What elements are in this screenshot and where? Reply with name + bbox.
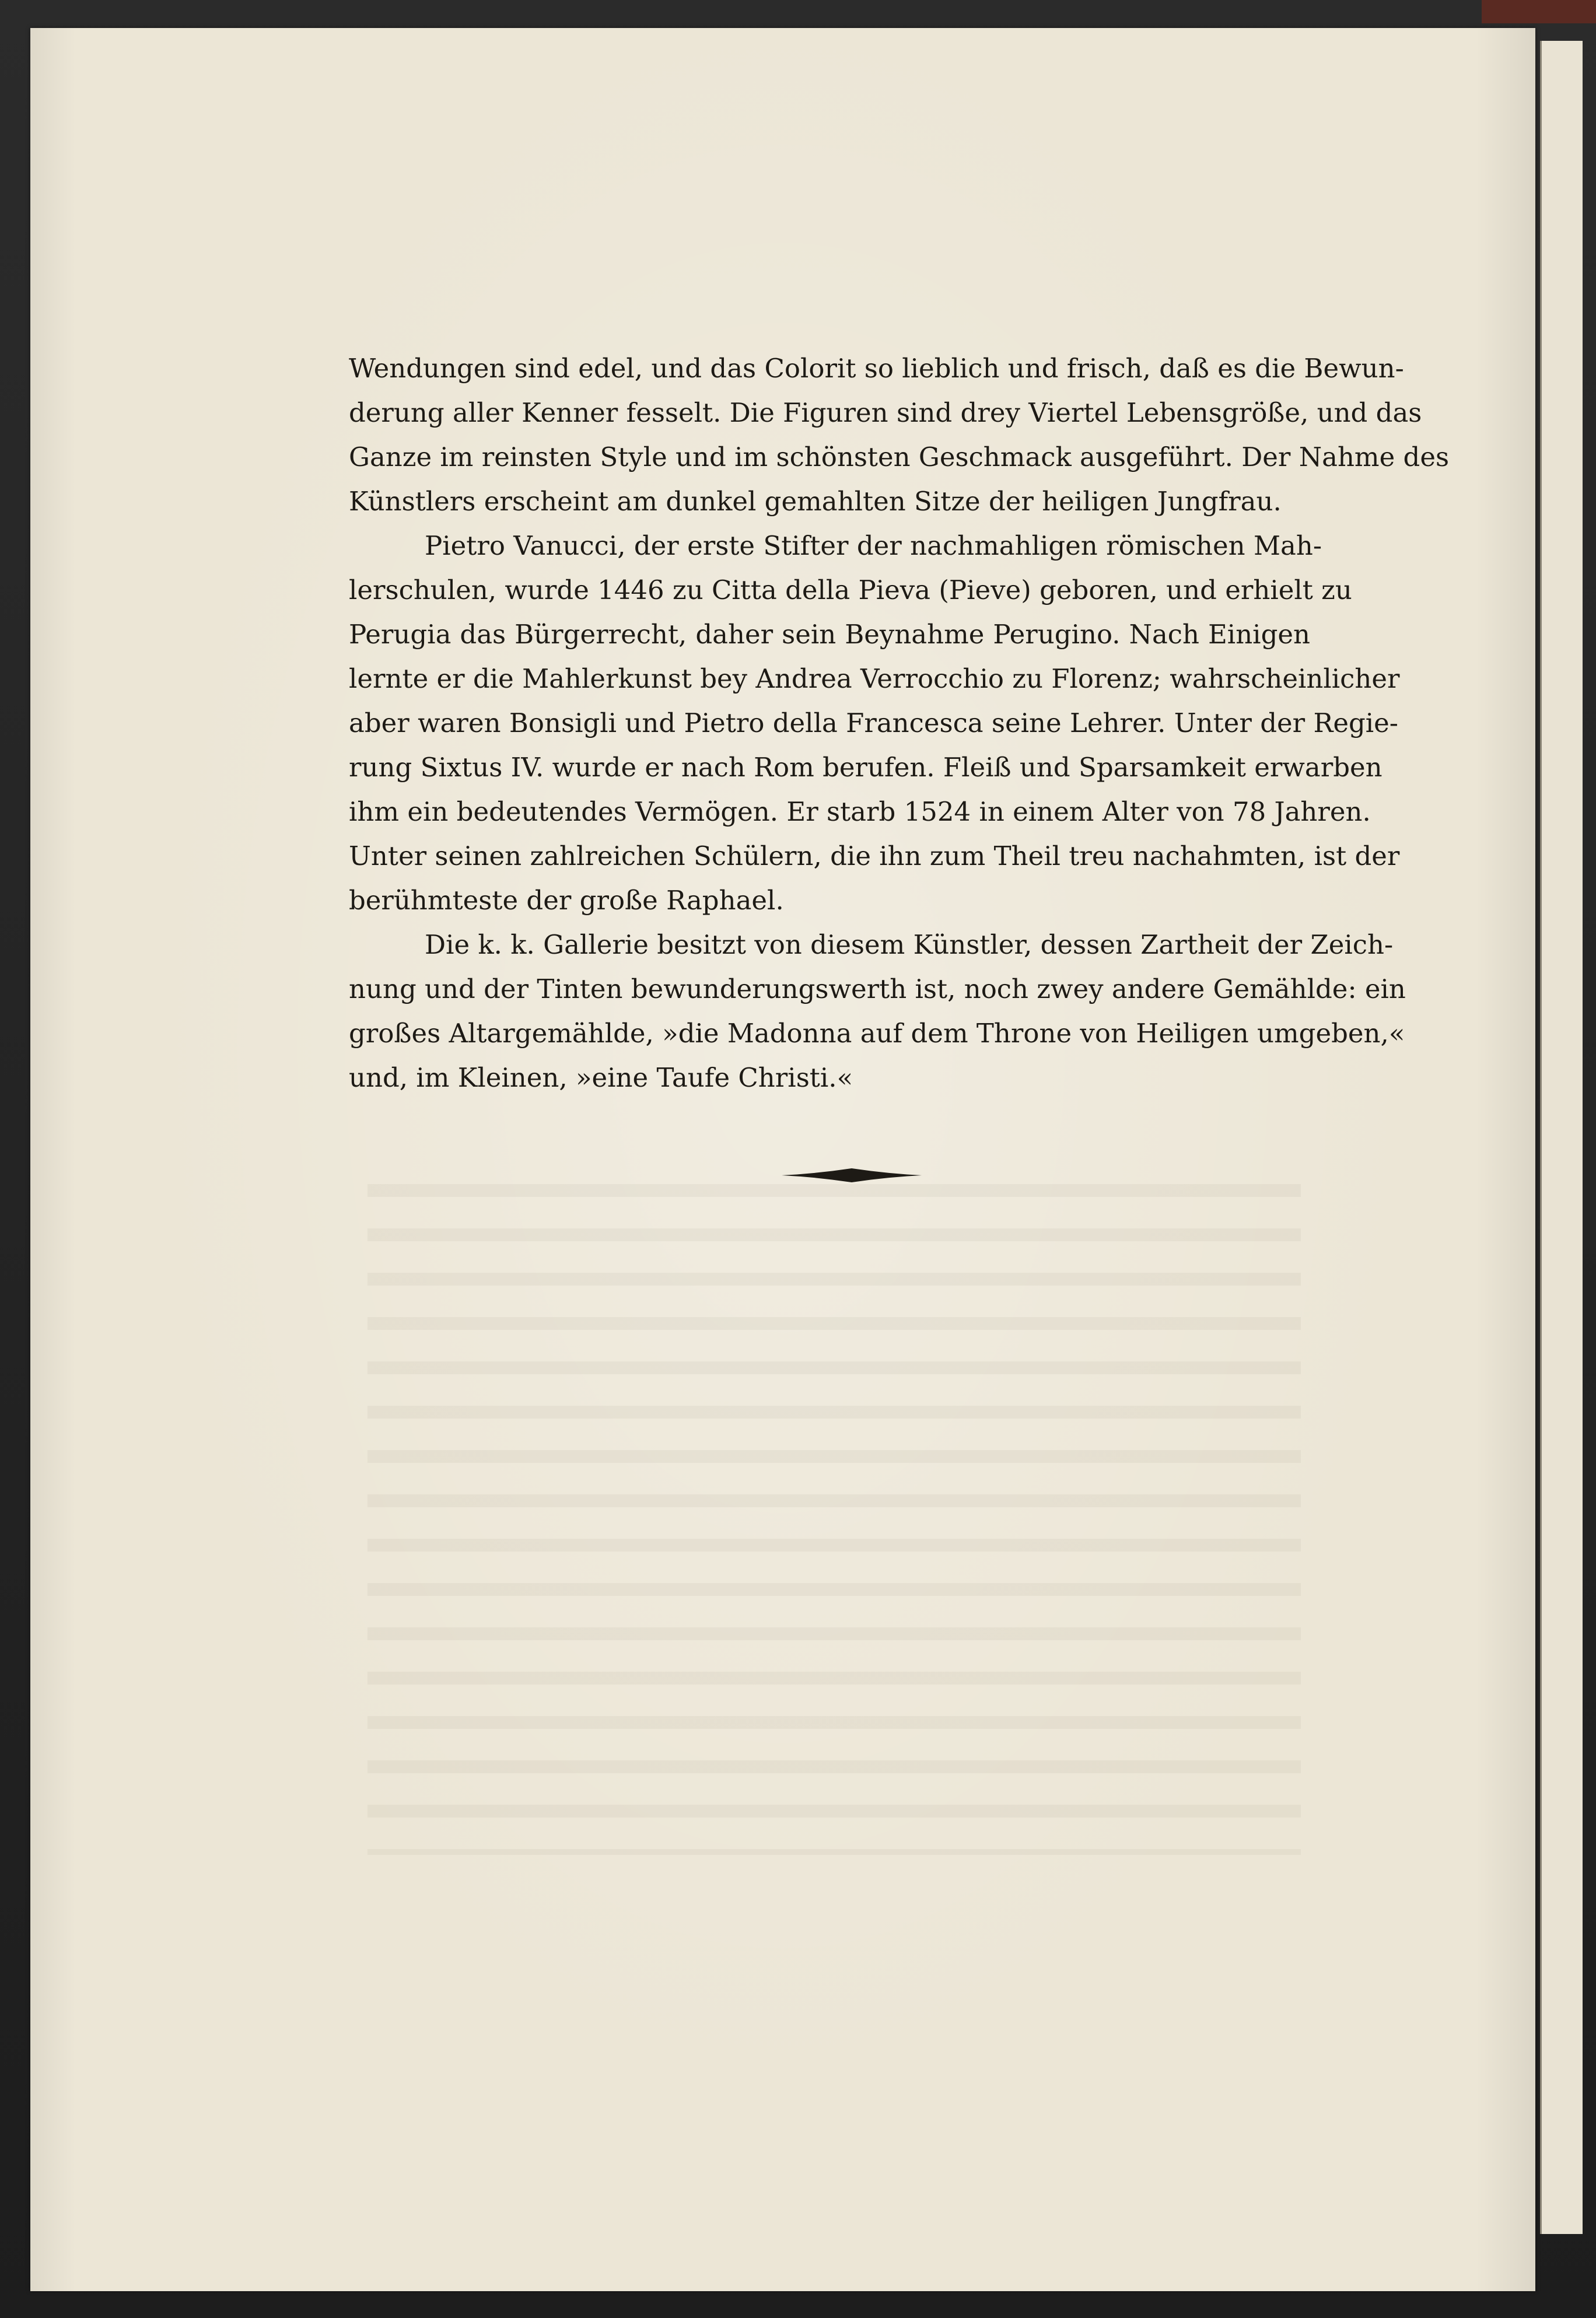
text-line: derung aller Kenner fesselt. Die Figuren sind drey Viertel Lebensgröße, und das: [349, 397, 1422, 428]
text-line: aber waren Bonsigli und Pietro della Francesca seine Lehrer. Unter der Regie-: [349, 708, 1398, 738]
text-line: nung und der Tinten bewunderungswerth ist, noch zwey andere Gemählde: ein: [349, 974, 1406, 1004]
diamond-rule-ornament-icon: [782, 1167, 922, 1184]
text-line: lerschulen, wurde 1446 zu Citta della Pieva (Pieve) geboren, und erhielt zu: [349, 575, 1352, 605]
paragraph-3: [349, 923, 1406, 1100]
paragraph-2: [349, 524, 1400, 923]
text-line: Perugia das Bürgerrecht, daher sein Beynahme Perugino. Nach Einigen: [349, 619, 1310, 650]
text-line: lernte er die Mahlerkunst bey Andrea Verrocchio zu Florenz; wahrscheinlicher: [349, 663, 1400, 694]
text-line: berühmteste der große Raphael.: [349, 885, 784, 916]
text-line: Ganze im reinsten Style und im schönsten Geschmack ausgeführt. Der Nahme des: [349, 442, 1450, 472]
binding-tab: [1482, 0, 1596, 23]
text-line: Die k. k. Gallerie besitzt von diesem Künstler, dessen Zartheit der Zeich-: [425, 929, 1394, 960]
body-text: [349, 346, 1450, 1100]
text-line: ihm ein bedeutendes Vermögen. Er starb 1524 in einem Alter von 78 Jahren.: [349, 796, 1371, 827]
text-line: großes Altargemählde, »die Madonna auf dem Throne von Heiligen umgeben,«: [349, 1018, 1405, 1049]
paragraph-1: [349, 346, 1450, 524]
text-line: rung Sixtus IV. wurde er nach Rom berufen. Fleiß und Sparsamkeit erwarben: [349, 752, 1382, 783]
text-line: Pietro Vanucci, der erste Stifter der nachmahligen römischen Mah-: [425, 530, 1322, 561]
text-line: Wendungen sind edel, und das Colorit so lieblich und frisch, daß es die Bewun-: [349, 353, 1404, 384]
adjacent-page-edge: [1540, 41, 1583, 2234]
text-line: und, im Kleinen, »eine Taufe Christi.«: [349, 1062, 853, 1093]
text-line: Künstlers erscheint am dunkel gemahlten Sitze der heiligen Jungfrau.: [349, 486, 1282, 517]
bleed-through-text: [368, 1167, 1301, 1855]
text-line: Unter seinen zahlreichen Schülern, die ihn zum Theil treu nachahmten, ist der: [349, 841, 1400, 871]
